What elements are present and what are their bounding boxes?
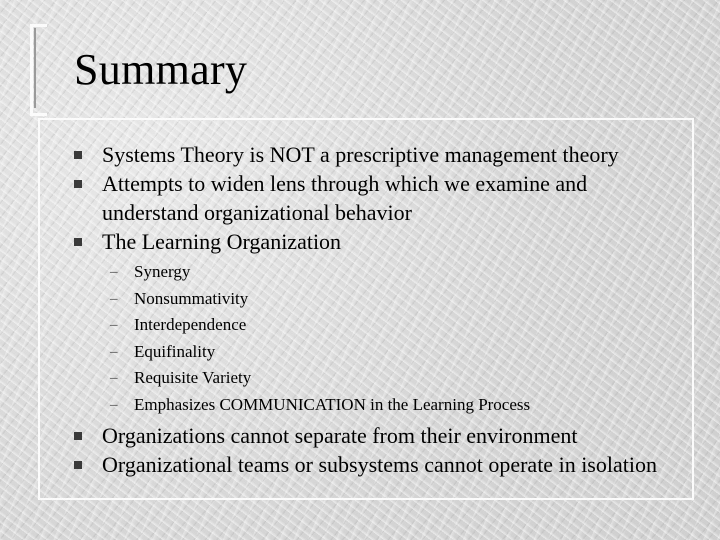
dash-bullet-icon: –: [110, 317, 118, 333]
sub-bullet-list: [74, 259, 674, 418]
dash-bullet-icon: –: [110, 264, 118, 280]
sub-bullet-item: [74, 365, 674, 392]
slide-title: Summary: [74, 45, 248, 94]
sub-bullet-item: [74, 286, 674, 313]
bullet-item: [74, 227, 674, 256]
bullet-text: Organizational teams or subsystems cannot operate in isolation: [102, 452, 657, 477]
dash-bullet-icon: –: [110, 396, 118, 413]
bullet-item: [74, 169, 674, 227]
square-bullet-icon: [74, 461, 82, 469]
sub-bullet-text: Emphasizes COMMUNICATION in the Learning Process: [134, 394, 531, 414]
bullet-text: The Learning Organization: [102, 229, 342, 254]
sub-bullet-text: Requisite Variety: [134, 368, 252, 387]
sub-bullet-text: Synergy: [134, 262, 191, 281]
sub-bullet-text: Nonsummativity: [134, 288, 249, 308]
sub-bullet-item: [74, 312, 674, 339]
bullet-list: [74, 140, 674, 479]
bullet-text: Organizations cannot separate from their environment: [102, 423, 578, 448]
bullet-text: Systems Theory is NOT a prescriptive management theory: [102, 142, 619, 167]
sub-bullet-text: Equifinality: [134, 341, 216, 361]
sub-bullet-item: [74, 392, 674, 419]
square-bullet-icon: [74, 151, 82, 159]
bullet-item: [74, 421, 674, 450]
square-bullet-icon: [74, 180, 82, 188]
sub-bullet-item: [74, 339, 674, 366]
title-frame-shadow: [34, 28, 52, 108]
square-bullet-icon: [74, 238, 82, 246]
dash-bullet-icon: –: [110, 343, 118, 360]
bullet-item: [74, 140, 674, 169]
sub-bullet-text: Interdependence: [134, 315, 247, 334]
dash-bullet-icon: –: [110, 370, 118, 386]
bullet-text: Attempts to widen lens through which we examine and understand organizational behavior: [102, 171, 588, 225]
bullet-item: [74, 450, 674, 479]
sub-bullet-item: [74, 259, 674, 286]
dash-bullet-icon: –: [110, 290, 118, 307]
square-bullet-icon: [74, 432, 82, 440]
